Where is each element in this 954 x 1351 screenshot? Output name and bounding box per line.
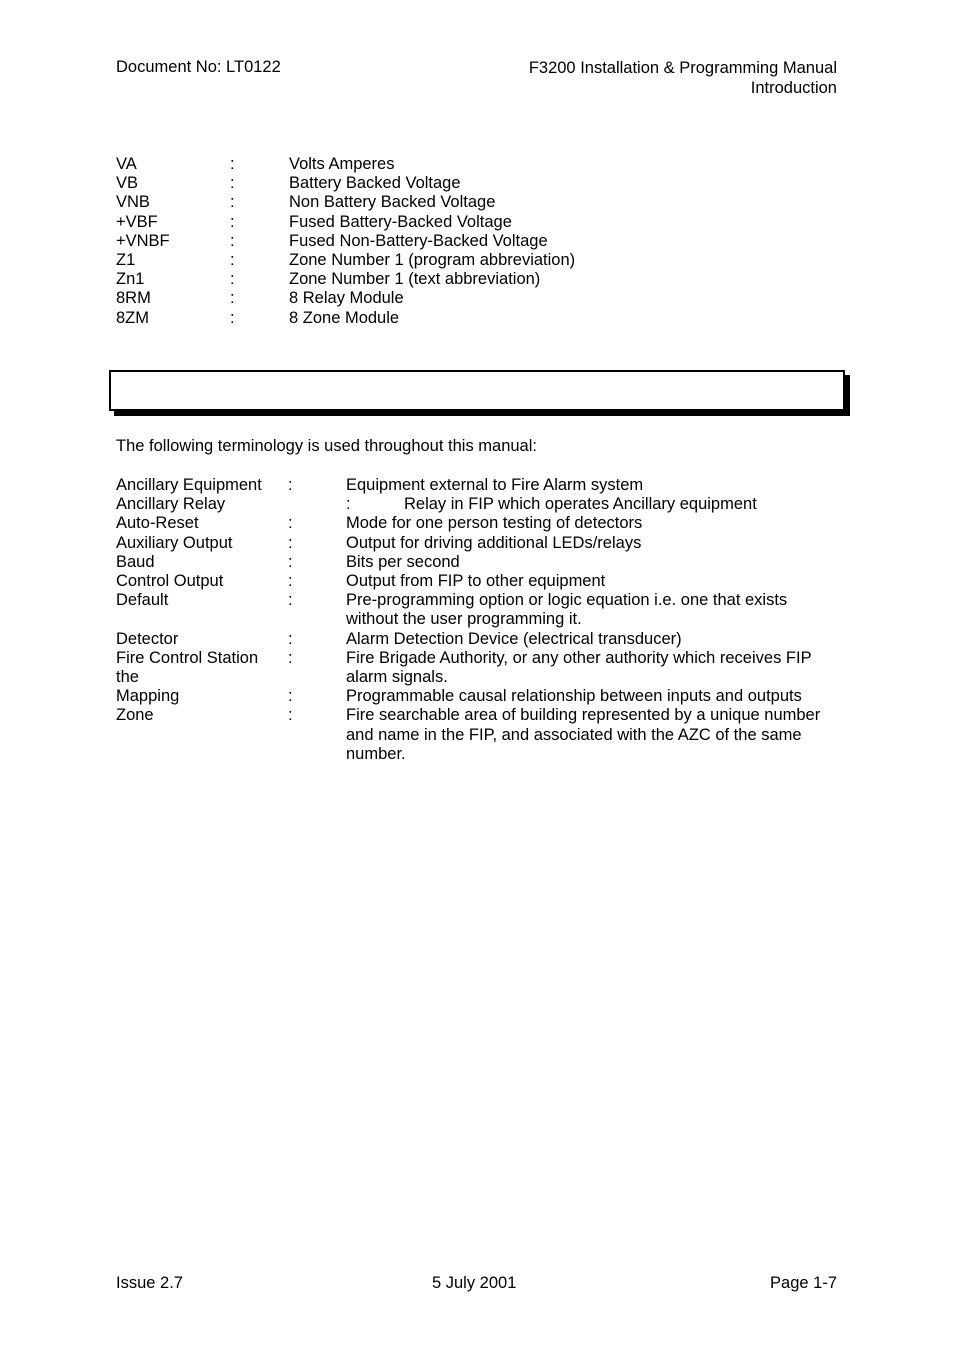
manual-title: F3200 Installation & Programming Manual — [528, 59, 837, 77]
term-definition: Programmable causal relationship between inputs and outputs — [346, 687, 802, 706]
term-definition: Fire searchable area of building represented by a unique number and name in the FIP, and associated with the AZC of the same number. — [346, 706, 821, 763]
abbreviation-list — [116, 155, 836, 328]
term-definition: Fire Brigade Authority, or any other authority which receives FIP alarm signals. — [346, 648, 812, 687]
abbreviation-row — [116, 155, 836, 174]
terminology-row — [116, 591, 846, 629]
separator-colon: : — [288, 552, 293, 571]
document-header-right — [529, 58, 837, 98]
separator-colon: : — [230, 174, 235, 193]
separator-colon: : — [288, 706, 293, 725]
separator-colon: : — [230, 250, 235, 269]
abbreviation-description: Fused Battery-Backed Voltage — [289, 212, 512, 231]
term: Detector — [116, 629, 179, 648]
abbreviation-description: Fused Non-Battery-Backed Voltage — [289, 231, 548, 250]
term: Auxiliary Output — [116, 533, 233, 552]
abbreviation-row — [116, 174, 836, 193]
abbreviation-term: 8ZM — [116, 308, 149, 327]
term: Ancillary Relay — [116, 495, 226, 514]
terminology-row — [116, 630, 846, 649]
abbreviation-description: Zone Number 1 (program abbreviation) — [289, 250, 576, 269]
terminology-row — [116, 706, 846, 764]
term-definition: Output from FIP to other equipment — [346, 572, 606, 591]
abbreviation-description: 8 Zone Module — [289, 308, 400, 327]
abbreviation-term: +VNBF — [116, 231, 170, 250]
term: Ancillary Equipment — [116, 476, 262, 494]
abbreviation-term: 8RM — [116, 289, 151, 308]
abbreviation-row — [116, 213, 836, 232]
separator-colon: : — [230, 212, 235, 231]
abbreviation-description: Zone Number 1 (text abbreviation) — [289, 270, 541, 289]
term-definition: Relay in FIP which operates Ancillary equipment — [404, 495, 757, 514]
abbreviation-description: 8 Relay Module — [289, 289, 404, 308]
terminology-row — [116, 553, 846, 572]
term: Baud — [116, 552, 155, 571]
term: Mapping — [116, 687, 180, 706]
page-number: Page 1-7 — [770, 1274, 837, 1292]
abbreviation-term: VNB — [116, 193, 150, 212]
abbreviation-row — [116, 193, 836, 212]
separator-colon: : — [288, 648, 293, 667]
separator-colon: : — [230, 270, 235, 289]
abbreviation-term: Zn1 — [116, 270, 145, 289]
term-definition: Mode for one person testing of detectors — [346, 514, 643, 533]
term-definition: Pre-programming option or logic equation i.e. one that exists without the user programming it. — [346, 591, 788, 629]
abbreviation-term: +VBF — [116, 212, 158, 231]
separator-colon: : — [288, 629, 293, 648]
document-number: Document No: LT0122 — [116, 58, 281, 76]
abbreviation-description: Battery Backed Voltage — [289, 174, 461, 193]
terminology-row — [116, 514, 846, 533]
term: Auto-Reset — [116, 514, 199, 533]
abbreviation-row — [116, 309, 836, 328]
section-heading-box — [109, 370, 845, 411]
separator-colon: : — [230, 289, 235, 308]
terminology-row — [116, 534, 846, 553]
separator-colon: : — [288, 514, 293, 533]
abbreviation-row — [116, 232, 836, 251]
separator-colon: : — [288, 591, 293, 610]
separator-colon: : — [288, 476, 293, 494]
terminology-row — [116, 649, 846, 687]
section-name: Introduction — [750, 79, 837, 97]
separator-colon: : — [230, 308, 235, 327]
term: Control Output — [116, 572, 224, 591]
terminology-row — [116, 687, 846, 706]
terminology-row — [116, 476, 846, 495]
term-definition: Bits per second — [346, 552, 460, 571]
abbreviation-row — [116, 289, 836, 308]
terminology-list — [116, 476, 846, 764]
separator-colon: : — [230, 155, 235, 173]
separator-colon: : — [288, 533, 293, 552]
separator-colon: : — [288, 687, 293, 706]
term: Default — [116, 591, 169, 610]
separator-colon: : — [230, 193, 235, 212]
term: Zone — [116, 706, 154, 725]
abbreviation-row — [116, 270, 836, 289]
separator-colon: : — [288, 572, 293, 591]
issue-number: Issue 2.7 — [116, 1274, 183, 1292]
terminology-row — [116, 572, 846, 591]
term-definition: Alarm Detection Device (electrical transducer) — [346, 629, 682, 648]
abbreviation-description: Volts Amperes — [289, 155, 395, 173]
separator-colon: : — [230, 231, 235, 250]
separator-colon: : — [346, 495, 351, 514]
term-definition: Output for driving additional LEDs/relays — [346, 533, 642, 552]
abbreviation-term: Z1 — [116, 250, 136, 269]
issue-date: 5 July 2001 — [432, 1274, 517, 1292]
term: Fire Control Station the — [116, 648, 259, 687]
terminology-row — [116, 495, 846, 514]
term-definition: Equipment external to Fire Alarm system — [346, 476, 644, 494]
terminology-intro: The following terminology is used throughout this manual: — [116, 437, 537, 455]
abbreviation-row — [116, 251, 836, 270]
abbreviation-description: Non Battery Backed Voltage — [289, 193, 496, 212]
abbreviation-term: VA — [116, 155, 137, 173]
abbreviation-term: VB — [116, 174, 139, 193]
